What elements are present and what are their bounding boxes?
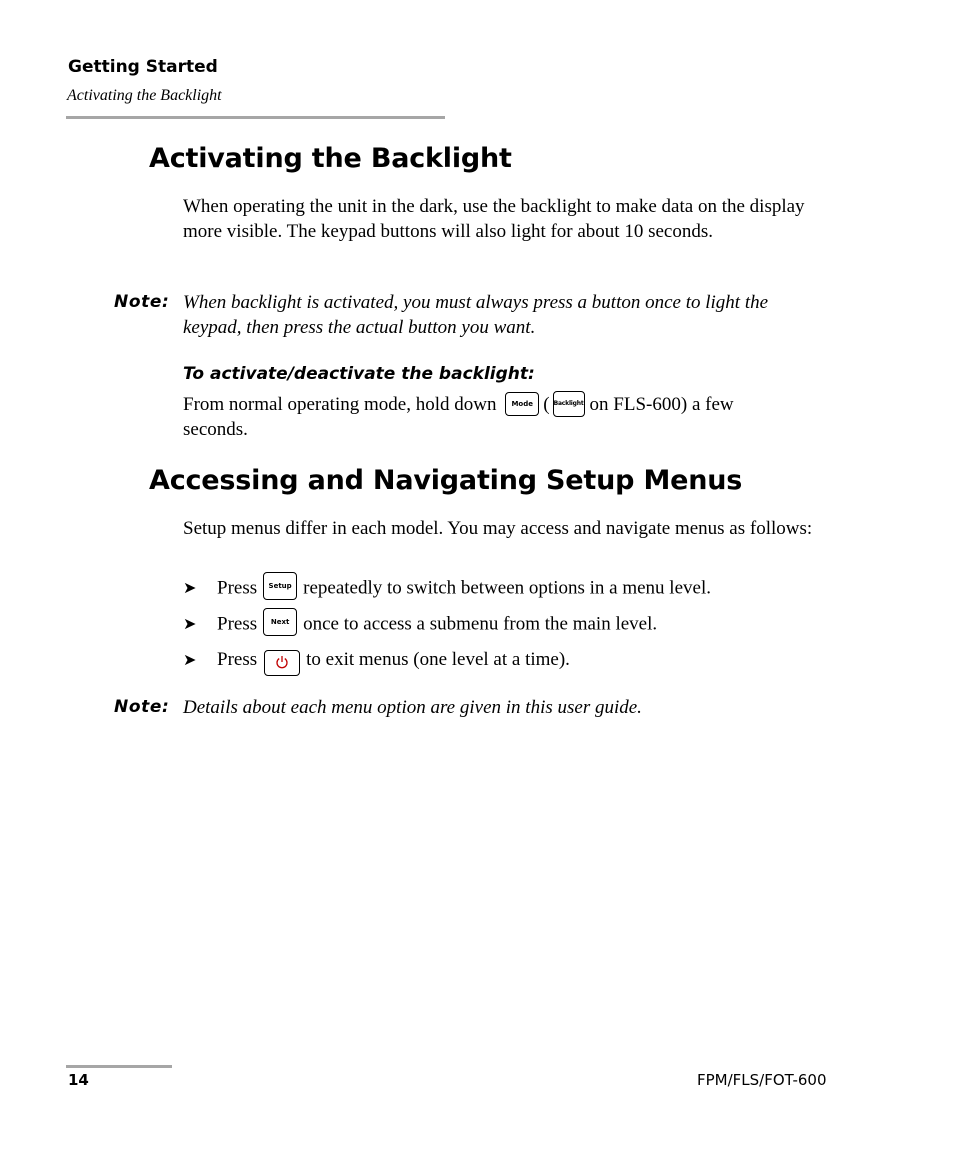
- list-item: [183, 575, 711, 603]
- note-label: Note:: [114, 292, 170, 312]
- note-text: Details about each menu option are given in this user guide.: [183, 697, 642, 718]
- next-key-icon: [263, 608, 297, 636]
- list-item-prefix: Press: [217, 649, 258, 670]
- header-rule: [66, 116, 445, 119]
- running-header-chapter: Getting Started: [68, 57, 218, 77]
- procedure-step-continued: seconds.: [183, 419, 248, 440]
- mode-key-label: Mode: [511, 399, 533, 408]
- section-heading-backlight: Activating the Backlight: [149, 143, 512, 174]
- procedure-open-paren: (: [543, 394, 550, 415]
- backlight-key-label: Backlight: [553, 399, 584, 407]
- list-item-suffix: to exit menus (one level at a time).: [306, 649, 570, 670]
- next-key-label: Next: [270, 618, 290, 626]
- procedure-suffix: on FLS-600) a few: [589, 394, 734, 415]
- list-item-prefix: Press: [217, 577, 258, 599]
- footer-rule: [66, 1065, 172, 1068]
- setup-body-text: Setup menus differ in each model. You may access and navigate menus as follows:: [183, 518, 813, 539]
- setup-key-label: Setup: [268, 582, 292, 590]
- product-name: FPM/FLS/FOT-600: [697, 1071, 827, 1089]
- page-number: 14: [68, 1071, 89, 1089]
- bullet-arrow-icon: ➤: [183, 652, 197, 669]
- list-item: [183, 647, 570, 674]
- setup-key-icon: [263, 572, 297, 600]
- procedure-title: To activate/deactivate the backlight:: [183, 364, 535, 384]
- backlight-key-icon: [553, 391, 585, 417]
- bullet-arrow-icon: ➤: [183, 580, 197, 598]
- note-label: Note:: [114, 697, 170, 717]
- list-item-prefix: Press: [217, 613, 258, 635]
- backlight-body-text: When operating the unit in the dark, use the backlight to make data on the display more visible. The keypad buttons will also light for about 10 seconds.: [183, 196, 805, 242]
- note-text: When backlight is activated, you must always press a button once to light the keypad, then press the actual button you want.: [183, 292, 769, 338]
- power-key-icon: [264, 650, 300, 676]
- list-item-suffix: once to access a submenu from the main level.: [303, 613, 658, 635]
- power-icon: [275, 655, 289, 670]
- running-header-section: Activating the Backlight: [67, 87, 222, 104]
- mode-key-icon: [505, 392, 539, 416]
- procedure-prefix: From normal operating mode, hold down: [183, 394, 497, 415]
- bullet-arrow-icon: ➤: [183, 616, 197, 634]
- section-heading-setup-menus: Accessing and Navigating Setup Menus: [149, 465, 743, 496]
- procedure-step: [183, 392, 734, 419]
- list-item: [183, 611, 657, 639]
- list-item-suffix: repeatedly to switch between options in a menu level.: [303, 577, 711, 599]
